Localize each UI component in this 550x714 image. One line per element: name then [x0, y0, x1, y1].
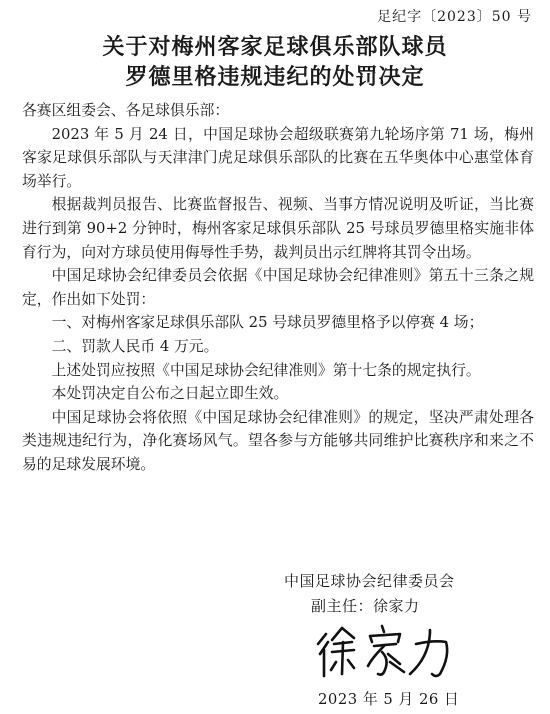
paragraph-match-info: 2023 年 5 月 24 日，中国足球协会超级联赛第九轮场序第 71 场，梅州客家足球俱乐部队与天津津门虎足球俱乐部队的比赛在五华奥体中心惠堂体育场举行。 [22, 125, 534, 190]
paragraph-closing: 中国足球协会将依照《中国足球协会纪律准则》的规定，坚决严肃处理各类违规违纪行为，净化赛场风气。望各参与方能够共同维护比赛秩序和来之不易的足球发展环境。 [22, 408, 534, 473]
paragraph-basis: 中国足球协会纪律委员会依据《中国足球协会纪律准则》第五十三条之规定，作出如下处罚： [22, 267, 534, 308]
paragraph-effective: 本处罚决定自公布之日起立即生效。 [51, 385, 289, 403]
paragraph-incident: 根据裁判员报告、比赛监督报告、视频、当事方情况说明及听证，当比赛进行到第 90+2 分钟时，梅州客家足球俱乐部队 25 号球员罗德里格实施非体育行为，向对方球员使用侮辱性手势，裁判员出示红牌将其罚令出场。 [22, 196, 534, 261]
penalty-item-suspension: 一、对梅州客家足球俱乐部队 25 号球员罗德里格予以停赛 4 场； [51, 314, 484, 332]
document-body [22, 99, 534, 477]
signing-role: 副主任：徐家力 [311, 597, 420, 615]
document-title-line-1: 关于对梅州客家足球俱乐部队球员 [102, 35, 448, 60]
document-title-line-2: 罗德里格违规违纪的处罚决定 [125, 65, 425, 90]
addressee: 各赛区组委会、各足球俱乐部： [22, 102, 230, 119]
signing-organization: 中国足球协会纪律委员会 [284, 572, 455, 590]
signing-date: 2023 年 5 月 26 日 [318, 691, 460, 708]
document-number: 足纪字〔2023〕50 号 [377, 9, 532, 25]
handwritten-signature [312, 622, 462, 680]
paragraph-execution: 上述处罚应按照《中国足球协会纪律准则》第十七条的规定执行。 [51, 361, 481, 379]
penalty-item-fine: 二、罚款人民币 4 万元。 [51, 337, 219, 355]
